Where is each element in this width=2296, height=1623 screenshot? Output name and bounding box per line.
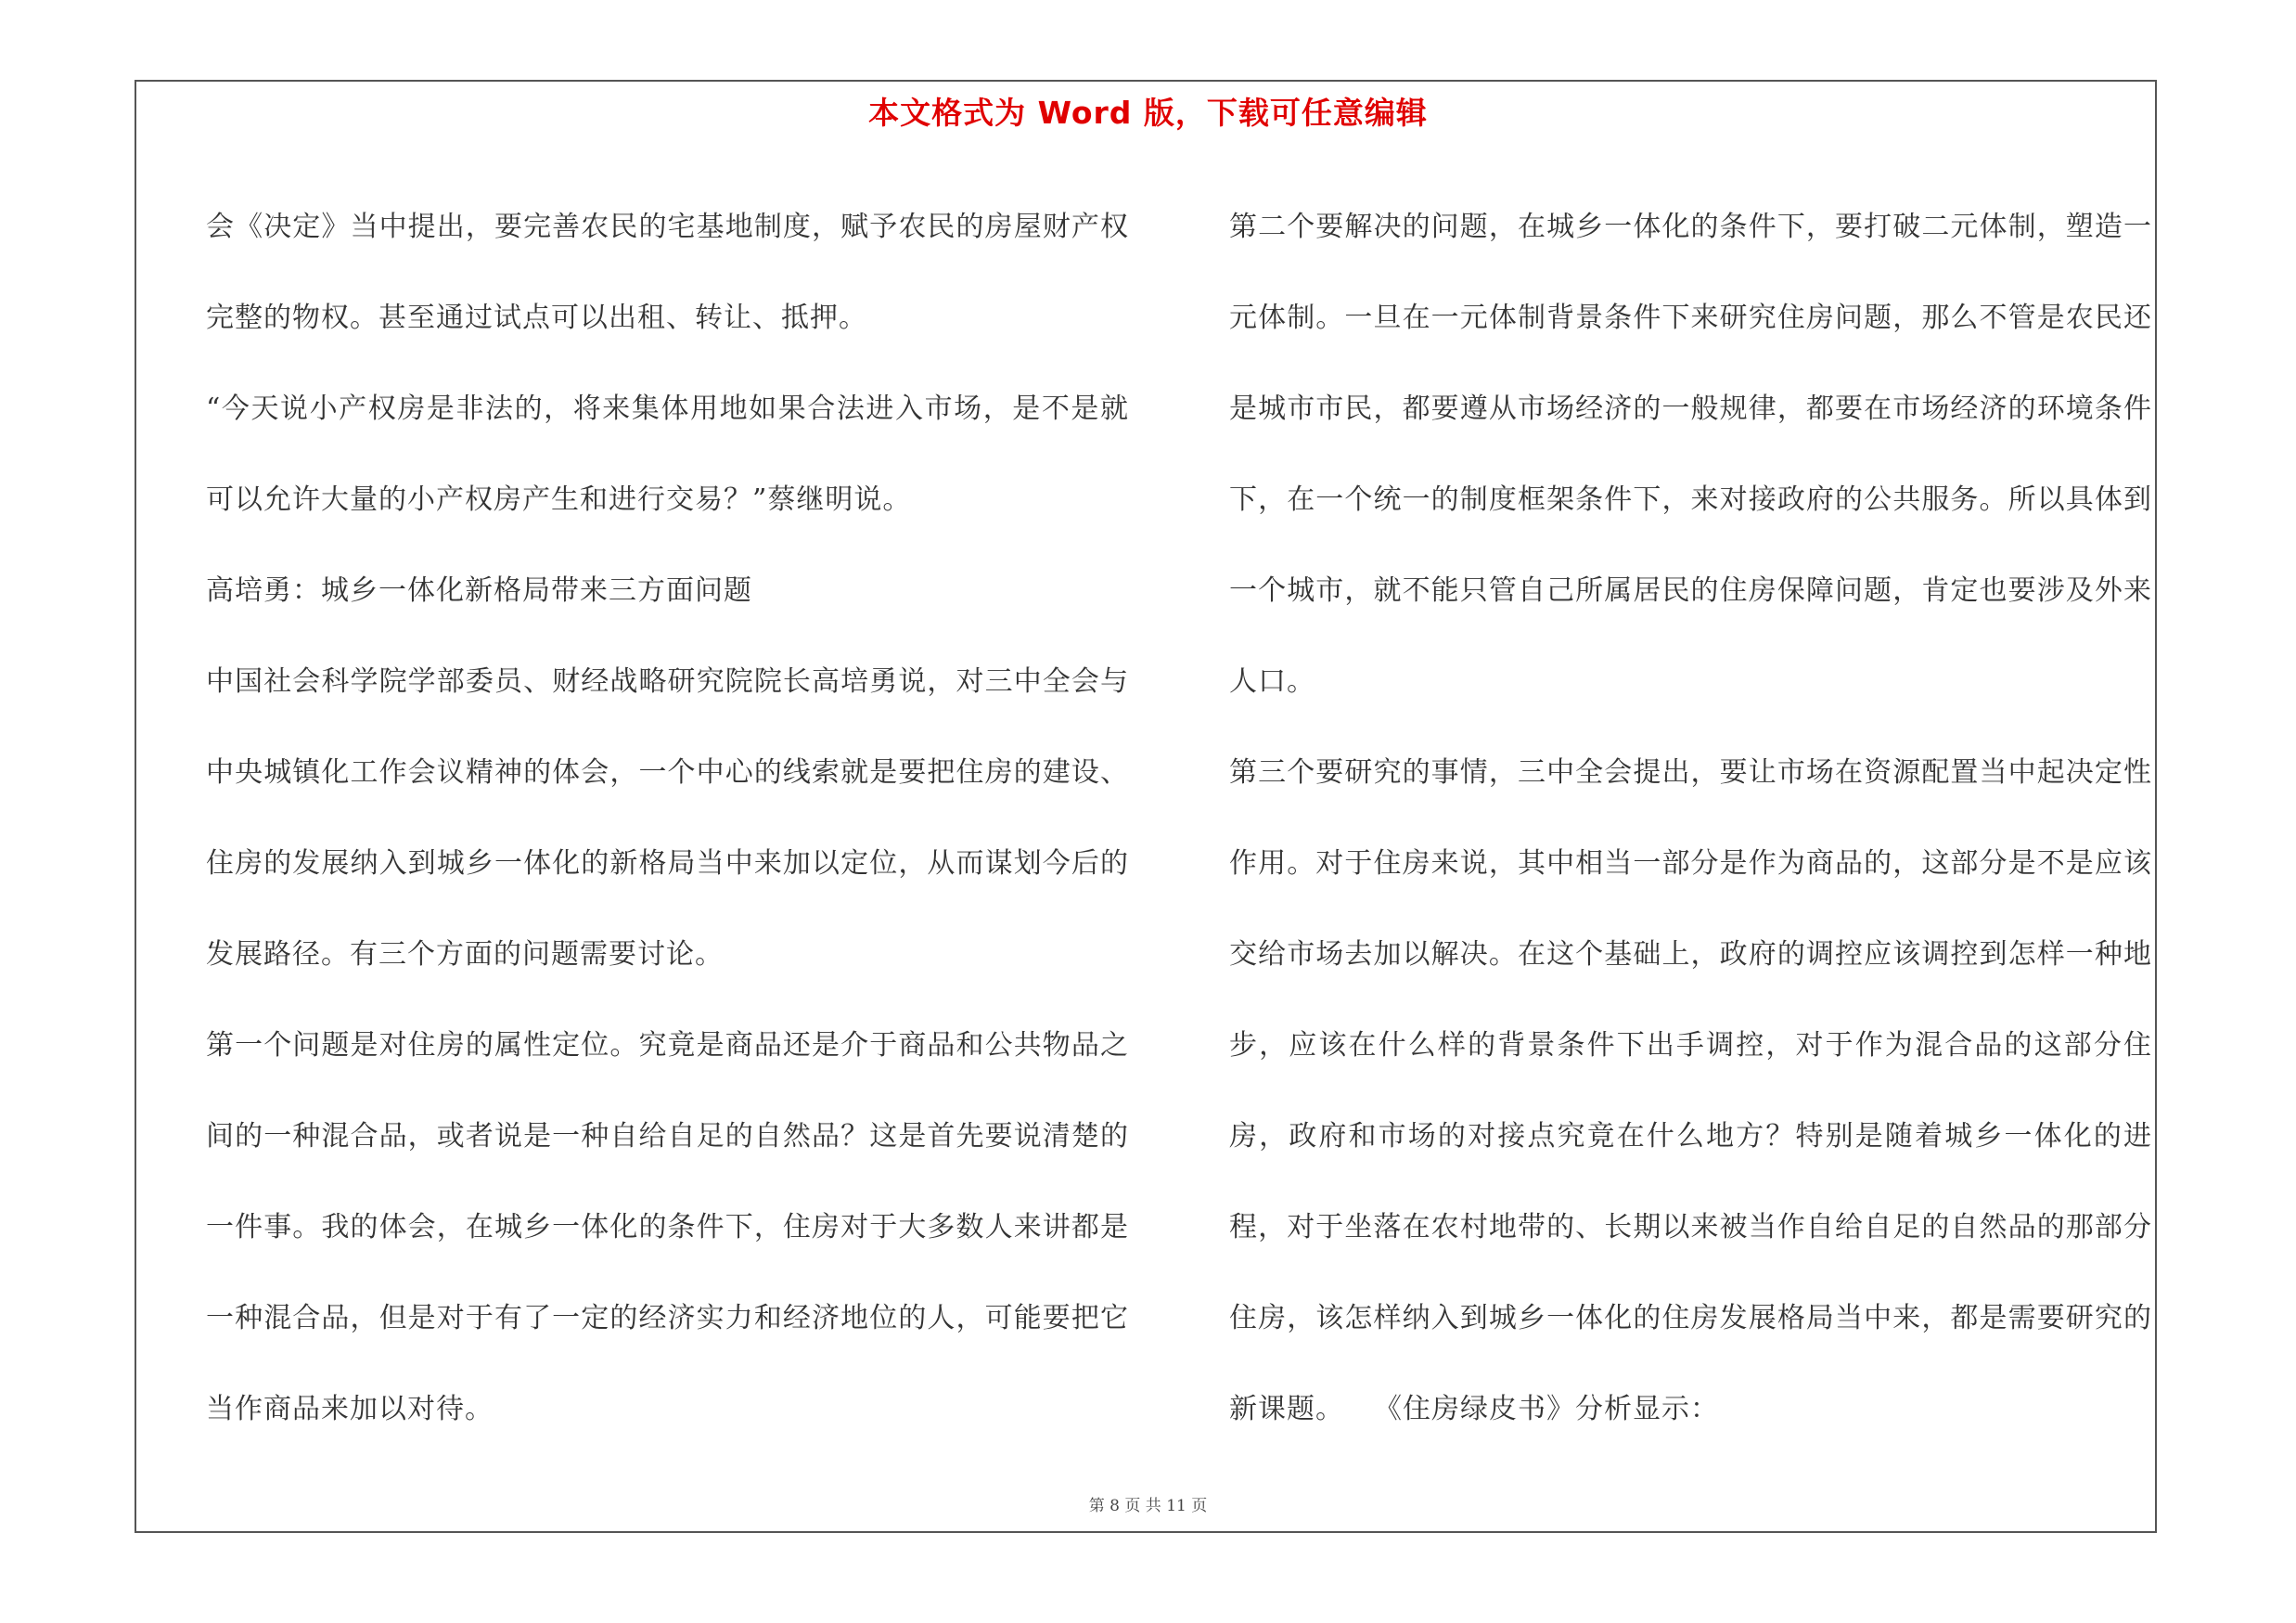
section-heading: 高培勇：城乡一体化新格局带来三方面问题 [206, 574, 752, 607]
paragraph: 第二个要解决的问题，在城乡一体化的条件下，要打破二元体制，塑造一元体制。一旦在一元体制背景条件下来研究住房问题，那么不管是农民还是城市市民，都要遵从市场经济的一般规律，都要在市场经济的环境条件下，在一个统一的制度框架条件下，来对接政府的公共服务。所以具体到一个城市，就不能只管自己所属居民的住房保障问题，肯定也要涉及外来人口。 [1229, 211, 2152, 698]
right-column [1229, 182, 2152, 1455]
paragraph: 第一个问题是对住房的属性定位。究竟是商品还是介于商品和公共物品之间的一种混合品，或者说是一种自给自足的自然品？这是首先要说清楚的一件事。我的体会，在城乡一体化的条件下，住房对于大多数人来讲都是一种混合品，但是对于有了一定的经济实力和经济地位的人，可能要把它当作商品来加以对待。 [206, 1029, 1129, 1425]
paragraph: 会《决定》当中提出，要完善农民的宅基地制度，赋予农民的房屋财产权完整的物权。甚至通过试点可以出租、转让、抵押。 [206, 211, 1129, 334]
left-column [206, 182, 1129, 1455]
word-format-banner: 本文格式为 Word 版，下载可任意编辑 [868, 95, 1428, 131]
quote-paragraph: “今天说小产权房是非法的，将来集体用地如果合法进入市场，是不是就可以允许大量的小产权房产生和进行交易？”蔡继明说。 [206, 393, 1129, 516]
page-number-footer: 第 8 页 共 11 页 [1088, 1497, 1208, 1515]
paragraph: 第三个要研究的事情，三中全会提出，要让市场在资源配置当中起决定性作用。对于住房来说，其中相当一部分是作为商品的，这部分是不是应该交给市场去加以解决。在这个基础上，政府的调控应该调控到怎样一种地步，应该在什么样的背景条件下出手调控，对于作为混合品的这部分住房，政府和市场的对接点究竟在什么地方？特别是随着城乡一体化的进程，对于坐落在农村地带的、长期以来被当作自给自足的自然品的那部分住房，该怎样纳入到城乡一体化的住房发展格局当中来，都是需要研究的新课题。 《住房绿皮书》分析显示： [1229, 756, 2152, 1425]
paragraph: 中国社会科学院学部委员、财经战略研究院院长高培勇说，对三中全会与中央城镇化工作会议精神的体会，一个中心的线索就是要把住房的建设、住房的发展纳入到城乡一体化的新格局当中来加以定位，从而谋划今后的发展路径。有三个方面的问题需要讨论。 [206, 665, 1129, 971]
